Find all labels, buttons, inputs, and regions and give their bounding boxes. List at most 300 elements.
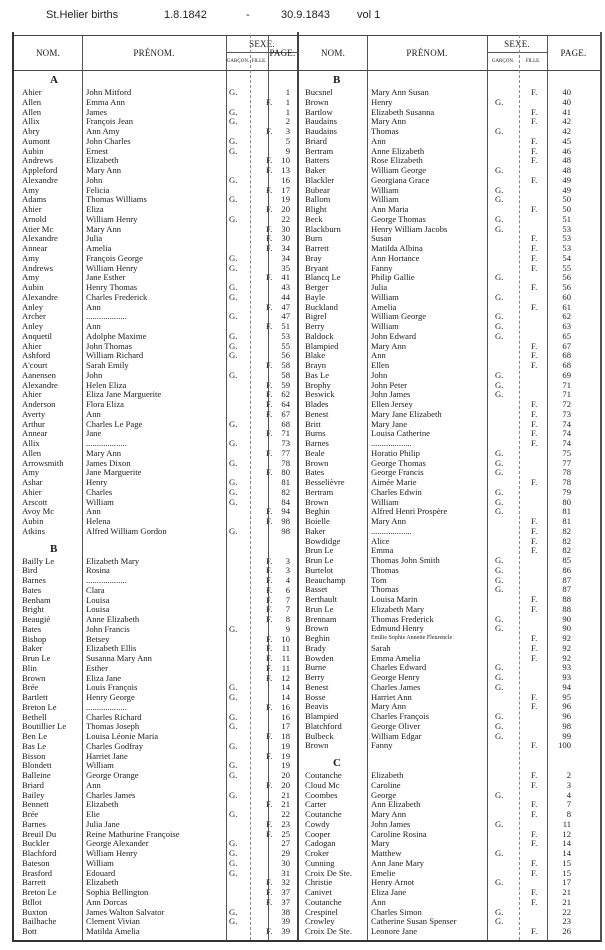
table-row <box>14 429 297 439</box>
garcon-mark: G. <box>229 477 238 487</box>
given-name-cell: Charles Edward <box>371 662 427 673</box>
column-header-fille: FILLE. <box>251 59 267 64</box>
fille-mark: F. <box>531 282 538 292</box>
given-name-cell: Thomas Joseph <box>86 721 140 732</box>
surname-cell: Croix De Ste. <box>305 926 353 936</box>
surname-cell: Brée <box>22 682 39 693</box>
fille-mark: F. <box>266 243 273 253</box>
surname-cell: Canivet <box>305 887 332 897</box>
surname-cell: Bott <box>22 926 37 936</box>
table-row <box>299 927 600 937</box>
surname-cell: Arthur <box>22 418 45 429</box>
page-number-cell: 21 <box>562 887 571 897</box>
page-number-cell: 1 <box>285 96 290 107</box>
surname-cell: Anderson <box>22 399 56 409</box>
table-row <box>299 156 600 166</box>
surname-cell: Blachford <box>22 848 57 858</box>
table-row <box>299 605 600 615</box>
surname-cell: Ahier <box>22 389 42 400</box>
given-name-cell: Sarah Emily <box>86 360 129 370</box>
garcon-mark: G. <box>495 223 504 234</box>
given-name-cell: Matilda Amelia <box>86 926 140 936</box>
surname-cell: Beswick <box>305 389 335 400</box>
table-row <box>14 98 297 108</box>
given-name-cell: Mary Ann <box>371 340 407 351</box>
given-name-cell: William Henry <box>86 262 138 273</box>
fille-mark: F. <box>266 301 273 312</box>
surname-cell: Alexandre <box>22 174 58 185</box>
page-number-cell: 5 <box>285 135 290 146</box>
surname-cell: Bas Le <box>22 740 47 751</box>
garcon-mark: G. <box>229 194 238 205</box>
given-name-cell: Mary Ann <box>86 223 122 234</box>
page-number-cell: 16 <box>281 711 290 722</box>
surname-cell: Benest <box>305 681 329 692</box>
garcon-mark: G. <box>495 506 504 517</box>
fille-mark: F. <box>531 360 538 370</box>
surname-cell: Brennam <box>305 613 337 624</box>
fille-mark: F. <box>266 516 273 526</box>
surname-cell: Boutillier Le <box>22 721 67 732</box>
page-number-cell: 78 <box>562 477 571 487</box>
garcon-mark: G. <box>495 496 504 507</box>
table-row <box>299 771 600 781</box>
given-name-cell: Fanny <box>371 740 393 751</box>
given-name-cell: John <box>86 369 103 380</box>
page-number-cell: 12 <box>562 828 571 839</box>
garcon-mark: G. <box>495 389 504 400</box>
garcon-mark: G. <box>495 486 504 497</box>
page-number-cell: 81 <box>281 477 290 487</box>
garcon-mark: G. <box>495 272 504 283</box>
given-name-cell: Sarah <box>371 642 391 653</box>
table-row <box>299 410 600 420</box>
given-name-cell: Charles James <box>371 681 421 692</box>
register-rows <box>14 72 297 937</box>
page-number-cell: 56 <box>281 350 290 361</box>
surname-cell: Cadogan <box>305 838 336 849</box>
page-number-cell: 99 <box>562 730 571 741</box>
surname-cell: Bates <box>22 584 42 595</box>
fille-mark: F. <box>266 926 273 936</box>
page-number-cell: 62 <box>562 311 571 322</box>
garcon-mark: G. <box>495 613 504 624</box>
surname-cell: Bishop <box>22 633 47 644</box>
surname-cell: Blackler <box>305 174 335 185</box>
fille-mark: F. <box>266 360 273 370</box>
fille-mark: F. <box>266 887 273 897</box>
page-number-cell: 22 <box>562 906 571 917</box>
given-name-cell: William <box>371 496 399 507</box>
page-number-cell: 19 <box>281 194 290 205</box>
fille-mark: F. <box>531 243 538 253</box>
given-name-cell: Henry <box>371 96 393 107</box>
garcon-mark: G. <box>495 555 504 565</box>
surname-cell: Andrews <box>22 155 54 166</box>
given-name-cell: James Walton Salvator <box>86 906 165 917</box>
surname-cell: Bateson <box>22 857 50 868</box>
table-row <box>14 703 297 713</box>
table-row <box>299 322 600 332</box>
table-row <box>299 576 600 586</box>
page-number-cell: 100 <box>558 740 571 751</box>
surname-cell: Beck <box>305 213 323 224</box>
page-number-cell: 32 <box>281 877 290 888</box>
surname-cell: Bosse <box>305 691 326 702</box>
section-letter: B <box>50 542 58 555</box>
given-name-cell: Anne Elizabeth <box>371 145 425 156</box>
given-name-cell: Thomas <box>371 126 399 136</box>
garcon-mark: G. <box>495 96 504 107</box>
table-row <box>14 566 297 576</box>
surname-cell: Beale <box>305 447 325 458</box>
surname-cell: Bigrel <box>305 311 327 322</box>
surname-cell: Berry <box>305 672 325 682</box>
page-number-cell: 40 <box>562 96 571 107</box>
table-row <box>299 342 600 352</box>
table-row <box>14 137 297 147</box>
table-row <box>14 312 297 322</box>
table-row <box>299 556 600 566</box>
garcon-mark: G. <box>495 194 504 205</box>
given-name-cell: Alice <box>371 535 390 546</box>
table-row <box>14 654 297 664</box>
given-name-cell: Thomas <box>371 564 399 575</box>
fille-mark: F. <box>266 321 273 331</box>
given-name-cell: Mary Jane Elizabeth <box>371 408 442 419</box>
table-row <box>14 88 297 98</box>
given-name-cell: Clement Vivian <box>86 916 140 927</box>
given-name-cell: Elizabeth <box>86 155 119 166</box>
given-name-cell: George <box>371 789 397 800</box>
garcon-mark: G. <box>229 282 238 292</box>
surname-cell: Amy <box>22 252 40 263</box>
page-number-cell: 58 <box>281 360 290 370</box>
surname-cell: Berger <box>305 282 329 292</box>
given-name-cell: Caroline <box>371 779 401 790</box>
given-name-cell: Ann Dorcas <box>86 896 128 907</box>
given-name-cell: Mary Ann <box>371 701 407 712</box>
page-number-cell: 9 <box>285 145 290 156</box>
garcon-mark: G. <box>229 692 238 702</box>
surname-cell: Baldock <box>305 330 334 341</box>
fille-mark: F. <box>266 467 273 478</box>
table-row <box>299 351 600 361</box>
fille-mark: F. <box>266 389 273 400</box>
fille-mark: F. <box>531 428 538 439</box>
section-letter-row <box>14 541 297 557</box>
page-number-cell: 63 <box>562 321 571 331</box>
table-row <box>14 459 297 469</box>
given-name-cell: Julia Jane <box>86 818 120 829</box>
surname-cell: Bates <box>22 623 42 634</box>
column-header-garcon: GARÇON. <box>491 59 515 64</box>
section-letter-row <box>299 755 600 771</box>
given-name-cell: Ann <box>86 408 101 419</box>
table-row <box>14 351 297 361</box>
page-number-cell: 53 <box>562 223 571 234</box>
table-row <box>14 586 297 596</box>
page-number-cell: 11 <box>281 643 290 654</box>
table-row <box>14 781 297 791</box>
surname-cell: Aumont <box>22 135 51 146</box>
fille-mark: F. <box>266 575 273 585</box>
surname-cell: Beauchamp <box>305 574 346 585</box>
fille-mark: F. <box>266 428 273 439</box>
given-name-cell: Flora Eliza <box>86 399 124 409</box>
surname-cell: Ahier <box>22 204 42 214</box>
surname-cell: Boielle <box>305 516 330 526</box>
surname-cell: Benest <box>305 408 329 419</box>
given-name-cell: Charles François <box>371 711 429 721</box>
fille-mark: F. <box>266 165 273 175</box>
surname-cell: Bisson <box>22 750 46 761</box>
table-row <box>14 800 297 810</box>
column-header-garcon: GARÇON. <box>226 59 250 64</box>
page-number-cell: 30 <box>281 233 290 244</box>
page-number-cell: 4 <box>285 575 290 585</box>
page-number-cell: 20 <box>281 779 290 790</box>
garcon-mark: G. <box>495 330 504 341</box>
column-header-prenom: PRÉNOM. <box>406 48 448 58</box>
surname-cell: Allen <box>22 96 42 107</box>
garcon-mark: G. <box>495 126 504 136</box>
page-number-cell: 94 <box>562 681 571 692</box>
garcon-mark: G. <box>495 730 504 741</box>
page-number-cell: 41 <box>562 106 571 117</box>
page-number-cell: 98 <box>562 720 571 731</box>
fille-mark: F. <box>266 614 273 624</box>
given-name-cell: Jane Esther <box>86 272 126 283</box>
fille-mark: F. <box>531 340 538 351</box>
page-number-cell: 8 <box>285 614 290 624</box>
table-row <box>14 488 297 498</box>
given-name-cell: William Henry <box>86 213 138 224</box>
given-name-cell: George Thomas <box>371 457 426 468</box>
table-row <box>299 303 600 313</box>
surname-cell: Anley <box>22 321 44 331</box>
page-number-cell: 3 <box>566 779 571 790</box>
garcon-mark: G. <box>495 662 504 673</box>
page-number-cell: 2 <box>566 770 571 780</box>
surname-cell: Annear <box>22 428 48 439</box>
garcon-mark: G. <box>495 291 504 302</box>
page-number-cell: 10 <box>281 633 290 644</box>
garcon-mark: G. <box>495 379 504 390</box>
given-name-cell: Ann Elizabeth <box>371 799 421 810</box>
given-name-cell: Ann <box>86 301 101 312</box>
given-name-cell: Felicia <box>86 184 110 195</box>
table-row <box>14 644 297 654</box>
page-number-cell: 96 <box>562 711 571 721</box>
surname-cell: Barnes <box>22 575 46 585</box>
page-number-cell: 49 <box>562 174 571 185</box>
table-row <box>299 459 600 469</box>
surname-cell: Ahier <box>22 486 42 497</box>
garcon-mark: G. <box>229 330 238 341</box>
page-number-cell: 68 <box>562 350 571 361</box>
page-number-cell: 11 <box>281 653 290 663</box>
table-row <box>299 88 600 98</box>
given-name-cell: ................... <box>371 525 412 536</box>
fille-mark: F. <box>531 252 538 263</box>
fille-mark: F. <box>531 926 538 936</box>
page-number-cell: 50 <box>562 194 571 205</box>
fille-mark: F. <box>531 477 538 487</box>
given-name-cell: Jane <box>86 428 102 439</box>
given-name-cell: Alfred William Gordon <box>86 525 167 536</box>
page-number-cell: 12 <box>281 672 290 683</box>
surname-cell: Avoy Mc <box>22 506 55 517</box>
given-name-cell: Leonore Jane <box>371 926 418 936</box>
table-row <box>299 215 600 225</box>
surname-cell: Allen <box>22 447 42 458</box>
garcon-mark: G. <box>229 350 238 361</box>
given-name-cell: John Charles <box>86 135 131 146</box>
given-name-cell: Horatio Philip <box>371 447 420 458</box>
table-row <box>14 332 297 342</box>
table-row <box>14 273 297 283</box>
garcon-mark: G. <box>495 720 504 731</box>
table-row <box>299 108 600 118</box>
page-number-cell: 17 <box>281 721 290 732</box>
garcon-mark: G. <box>229 145 238 156</box>
garcon-mark: G. <box>229 867 238 878</box>
page-number-cell: 54 <box>562 252 571 263</box>
surname-cell: Blampied <box>305 340 339 351</box>
page-number-cell: 51 <box>562 213 571 224</box>
surname-cell: Andrews <box>22 262 54 273</box>
fille-mark: F. <box>531 399 538 409</box>
given-name-cell: Fanny <box>371 262 393 273</box>
surname-cell: Brown <box>305 96 329 107</box>
table-row <box>299 390 600 400</box>
given-name-cell: Ann Hortance <box>371 252 420 263</box>
given-name-cell: Sophia Bellington <box>86 887 149 897</box>
surname-cell: Burne <box>305 662 327 673</box>
table-row <box>14 888 297 898</box>
page-number-cell: 19 <box>281 760 290 771</box>
page-number-cell: 7 <box>566 799 571 810</box>
surname-cell: Arnold <box>22 213 47 224</box>
fille-mark: F. <box>531 438 538 448</box>
table-row <box>299 234 600 244</box>
garcon-mark: G. <box>495 711 504 721</box>
garcon-mark: G. <box>229 848 238 858</box>
page-number-cell: 90 <box>562 623 571 634</box>
given-name-cell: Ellen <box>371 360 390 370</box>
table-row <box>299 400 600 410</box>
surname-cell: Berry <box>305 321 325 331</box>
garcon-mark: G. <box>229 457 238 468</box>
table-row <box>299 332 600 342</box>
surname-cell: Baker <box>22 643 43 654</box>
table-row <box>14 147 297 157</box>
birth-register-table <box>12 32 602 942</box>
page-number-cell: 96 <box>562 701 571 712</box>
given-name-cell: François Jean <box>86 116 134 127</box>
surname-cell: Christie <box>305 877 333 888</box>
given-name-cell: Georgiana Grace <box>371 174 430 185</box>
surname-cell: Amy <box>22 184 40 195</box>
given-name-cell: James Dixon <box>86 457 131 468</box>
surname-cell: Bennett <box>22 799 49 810</box>
table-row <box>299 527 600 537</box>
surname-cell: Breton Le <box>22 701 57 712</box>
surname-cell: Beghin <box>305 633 330 643</box>
document-header <box>0 6 605 24</box>
page-number-cell: 30 <box>281 223 290 234</box>
given-name-cell: Emma Amelia <box>371 652 421 663</box>
given-name-cell: John Mitford <box>86 87 132 97</box>
fille-mark: F. <box>266 594 273 605</box>
given-name-cell: Ann <box>86 321 101 331</box>
given-name-cell: Susanna Mary Ann <box>86 653 152 663</box>
page-number-cell: 6 <box>285 584 290 595</box>
surname-cell: Basset <box>305 584 328 595</box>
fille-mark: F. <box>531 233 538 244</box>
fille-mark: F. <box>266 779 273 790</box>
page-number-cell: 3 <box>285 555 290 566</box>
table-row <box>14 244 297 254</box>
table-row <box>14 390 297 400</box>
given-name-cell: Emma Ann <box>86 96 125 107</box>
register-left-half <box>14 32 299 940</box>
fille-mark: F. <box>531 701 538 712</box>
page-number-cell: 71 <box>281 428 290 439</box>
given-name-cell: George Francis <box>371 467 424 478</box>
surname-cell: Bates <box>305 467 325 478</box>
column-header-prenom: PRÉNOM. <box>133 48 175 58</box>
surname-cell: Barrett <box>305 243 329 253</box>
table-row <box>14 839 297 849</box>
table-row <box>299 498 600 508</box>
surname-cell: Btllot <box>22 896 42 907</box>
given-name-cell: Edouard <box>86 867 116 878</box>
surname-cell: Bubear <box>305 184 330 195</box>
given-name-cell: Henry George <box>86 692 135 702</box>
page-number-cell: 3 <box>285 126 290 136</box>
given-name-cell: Louisa <box>86 604 110 615</box>
fille-mark: F. <box>531 145 538 156</box>
page-number-cell: 14 <box>281 682 290 693</box>
given-name-cell: Ann Amy <box>86 126 120 136</box>
given-name-cell: Esther <box>86 662 108 673</box>
garcon-mark: G. <box>495 789 504 800</box>
surname-cell: Batters <box>305 155 330 166</box>
page-number-cell: 23 <box>562 916 571 927</box>
given-name-cell: Charles Edwin <box>371 486 422 497</box>
table-row <box>299 429 600 439</box>
page-number-cell: 84 <box>281 496 290 507</box>
table-row <box>299 712 600 722</box>
given-name-cell: Amelia <box>371 301 397 312</box>
surname-cell: Blampied <box>305 711 339 721</box>
fille-mark: F. <box>266 555 273 566</box>
given-name-cell: ................... <box>86 438 127 448</box>
page-number-cell: 9 <box>285 623 290 634</box>
page-number-cell: 16 <box>281 174 290 185</box>
given-name-cell: Mary Ann <box>371 116 407 127</box>
given-name-cell: Charles Richard <box>86 711 142 722</box>
table-row <box>299 478 600 488</box>
garcon-mark: G. <box>229 340 238 351</box>
table-row <box>299 810 600 820</box>
fille-mark: F. <box>531 87 538 97</box>
surname-cell: Baudains <box>305 116 337 127</box>
column-header-sexe: SEXE. <box>487 36 547 53</box>
given-name-cell: Philip Gallie <box>371 272 415 283</box>
